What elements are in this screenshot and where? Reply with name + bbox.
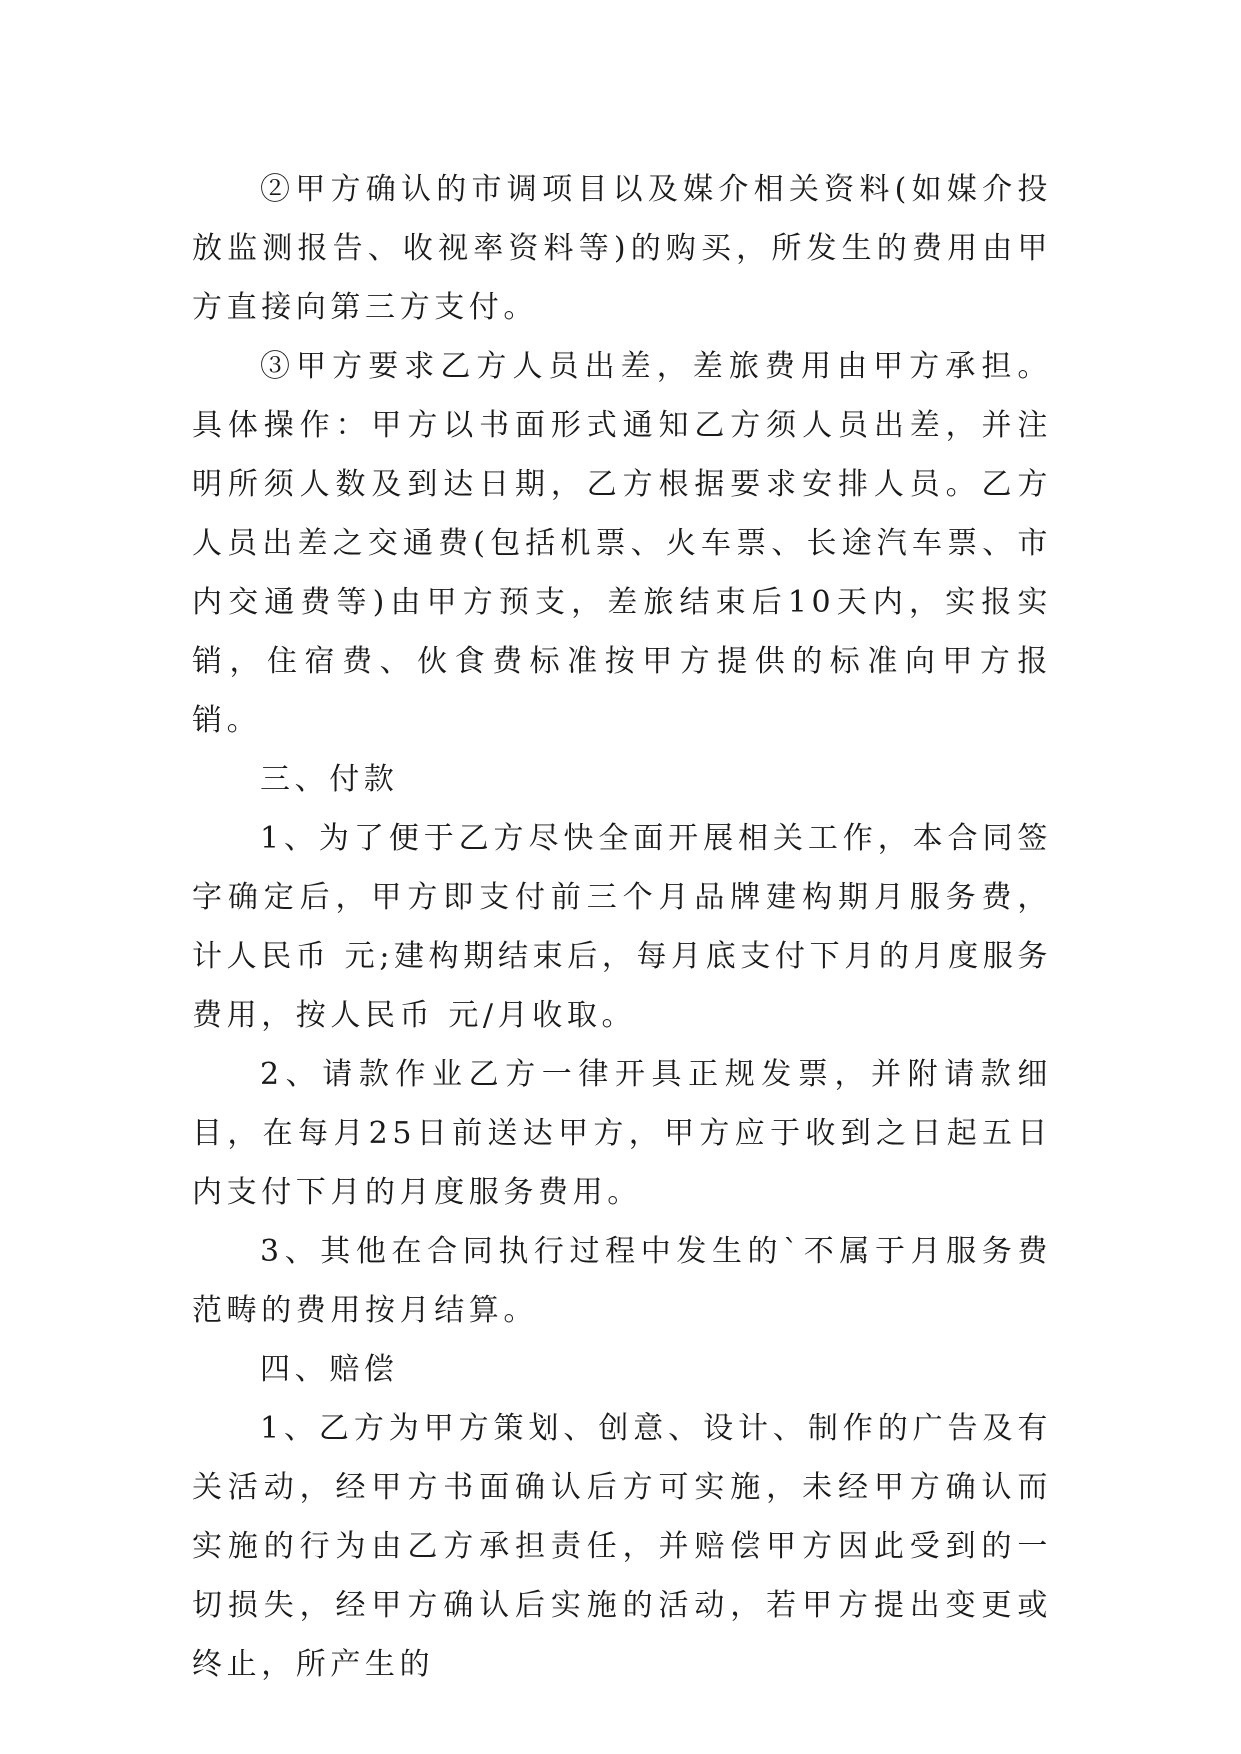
- paragraph-media-costs: ②甲方确认的市调项目以及媒介相关资料(如媒介投放监测报告、收视率资料等)的购买，所发生的费用由甲方直接向第三方支付。: [192, 172, 1052, 325]
- section-heading-payment: 三、付款: [260, 762, 399, 797]
- paragraph-payment-1: 1、为了便于乙方尽快全面开展相关工作，本合同签字确定后，甲方即支付前三个月品牌建构期月服务费，计人民币 元;建构期结束后，每月底支付下月的月度服务费用，按人民币 元/月收取。: [192, 821, 1052, 1033]
- paragraph-compensation-1: 1、乙方为甲方策划、创意、设计、制作的广告及有关活动，经甲方书面确认后方可实施，未经甲方确认而实施的行为由乙方承担责任，并赔偿甲方因此受到的一切损失，经甲方确认后实施的活动，若甲方提出变更或终止，所产生的: [192, 1411, 1052, 1682]
- paragraph-payment-2: 2、请款作业乙方一律开具正规发票，并附请款细目，在每月25日前送达甲方，甲方应于收到之日起五日内支付下月的月度服务费用。: [192, 1057, 1052, 1210]
- document-body: [192, 160, 1052, 1694]
- section-heading-compensation: 四、赔偿: [260, 1352, 399, 1387]
- paragraph-payment-3: 3、其他在合同执行过程中发生的`不属于月服务费范畴的费用按月结算。: [192, 1234, 1052, 1328]
- paragraph-travel-costs: ③甲方要求乙方人员出差，差旅费用由甲方承担。具体操作：甲方以书面形式通知乙方须人员出差，并注明所须人数及到达日期，乙方根据要求安排人员。乙方人员出差之交通费(包括机票、火车票、长途汽车票、市内交通费等)由甲方预支，差旅结束后10天内，实报实销，住宿费、伙食费标准按甲方提供的标准向甲方报销。: [192, 349, 1052, 738]
